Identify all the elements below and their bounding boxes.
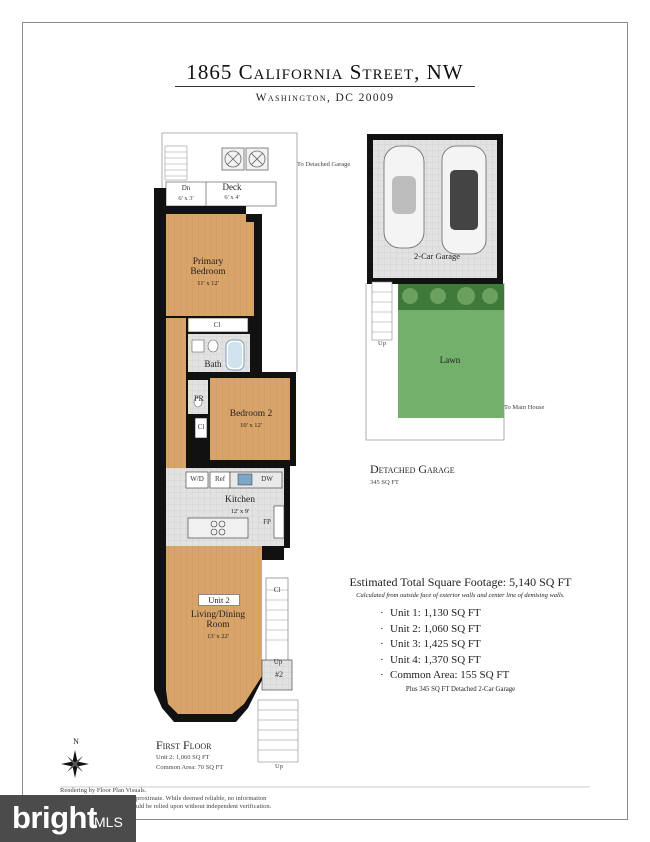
ac-units-icon [222, 148, 268, 170]
bedroom-2-label [216, 409, 286, 431]
unit-list [380, 606, 600, 684]
garage-label: 2-Car Garage [413, 251, 460, 261]
washer-dryer-label: W/D [190, 475, 204, 483]
rendering-credit: Rendering by Floor Plan Visuals. [60, 787, 147, 794]
refrigerator-label: Ref [214, 475, 226, 483]
bath-label: Bath [204, 359, 222, 369]
to-garage-label: To Detached Garage [297, 161, 351, 168]
deck-label [206, 183, 258, 202]
garage-sqft: 345 SQ FT [370, 479, 399, 486]
unit-list-item: · Unit 4: 1,370 SQ FT [380, 653, 600, 669]
disclaimer-line-1: proximate. While deemed reliable, no information [136, 795, 267, 802]
dn-dim: 6' x 3' [178, 195, 194, 202]
deck-dim: 6' x 4' [224, 194, 240, 201]
suv-icon [442, 146, 486, 254]
closet-2-label: Cl [197, 423, 205, 431]
floor-unit-sqft: Unit 2: 1,060 SQ FT [156, 754, 210, 761]
to-main-house-label: To Main House [504, 404, 545, 411]
compass-icon [61, 750, 89, 778]
detached-garage [367, 134, 504, 418]
bedroom-2-name: Bedroom 2 [229, 409, 273, 419]
bright-logo-text: bright [12, 800, 97, 835]
disclaimer-line-2: uld be relied upon without independent verification. [136, 803, 272, 810]
property-address: Washington, DC 20009 [255, 92, 395, 104]
stair-closet-label: Cl [273, 586, 281, 594]
closet-label: Cl [213, 321, 221, 329]
living-dining-label [178, 610, 258, 642]
unit-list-item: · Unit 1: 1,130 SQ FT [380, 606, 600, 622]
kitchen-label [210, 495, 270, 517]
dn-text: Dn [181, 184, 191, 192]
garage-heading: Detached Garage [370, 462, 455, 476]
mls-logo-text: MLS [94, 814, 123, 830]
dn-label [166, 183, 206, 203]
powder-room-label: PR [194, 394, 204, 403]
living-dining-name: Living/Dining Room [190, 610, 246, 630]
rear-stairs [165, 146, 187, 180]
living-dining-dim: 13' x 22' [207, 633, 229, 640]
primary-bedroom-dim: 11' x 12' [197, 280, 219, 287]
compass-north-label: N [73, 737, 79, 746]
floor-heading: First Floor [156, 738, 212, 752]
lawn-label: Lawn [439, 355, 461, 365]
property-title: 1865 California Street, NW [186, 60, 464, 84]
total-square-footage: Estimated Total Square Footage: 5,140 SQ FT [349, 575, 572, 589]
garage-stair-up: Up [378, 340, 386, 347]
primary-bedroom-name: Primary Bedroom [190, 257, 226, 277]
entry-up-label: Up [275, 763, 283, 770]
unit-list-item: · Unit 3: 1,425 SQ FT [380, 637, 600, 653]
kitchen-name: Kitchen [224, 495, 256, 505]
dishwasher-label: DW [261, 475, 273, 483]
unit-list-item: · Unit 2: 1,060 SQ FT [380, 622, 600, 638]
fireplace-label: FP [263, 518, 271, 526]
kitchen-dim: 12' x 9' [230, 508, 250, 515]
stair-up-label: Up [273, 658, 283, 666]
garage-plus-note: Plus 345 SQ FT Detached 2-Car Garage [405, 686, 516, 693]
door-number-label: #2 [275, 670, 283, 679]
car-icon [384, 146, 424, 248]
deck-text: Deck [222, 182, 242, 192]
primary-bedroom-label [178, 257, 238, 289]
unit-tag: Unit 2 [198, 594, 240, 606]
unit-list-item: · Common Area: 155 SQ FT [380, 668, 600, 684]
floor-common-sqft: Common Area: 70 SQ FT [156, 764, 224, 771]
footage-note: Calculated from outside face of exterior walls and center line of demising walls. [356, 592, 565, 599]
bedroom-2-dim: 10' x 12' [240, 422, 262, 429]
